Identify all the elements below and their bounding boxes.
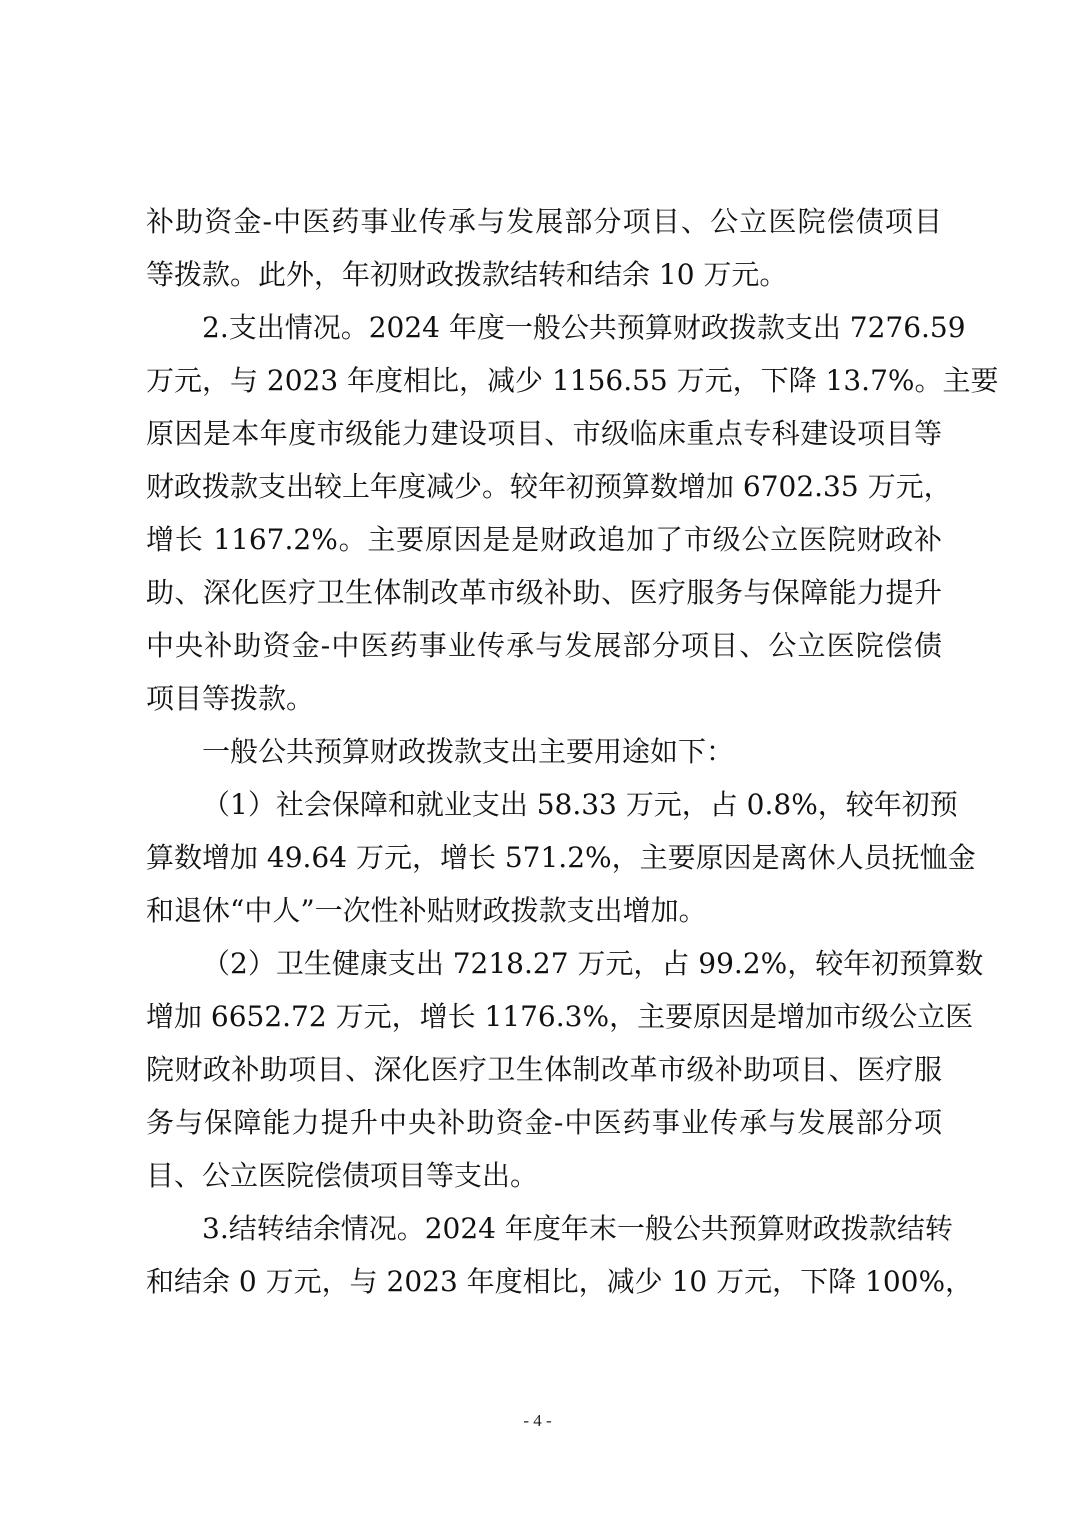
text-line: （2）卫生健康支出 7218.27 万元，占 99.2%，较年初预算数 [202,947,984,980]
text-line: 一般公共预算财政拨款支出主要用途如下： [202,735,735,768]
page-number: - 4 - [523,1411,552,1430]
text-line: 3.结转结余情况。2024 年度年末一般公共预算财政拨款结转 [202,1212,953,1245]
text-line: 和结余 0 万元，与 2023 年度相比，减少 10 万元，下降 100%， [146,1265,974,1298]
text-line: 2.支出情况。2024 年度一般公共预算财政拨款支出 7276.59 [202,311,966,344]
text-line: 等拨款。此外，年初财政拨款结转和结余 10 万元。 [146,258,788,291]
text-line: 增长 1167.2%。主要原因是是财政追加了市级公立医院财政补 [146,523,942,556]
text-line: 万元，与 2023 年度相比，减少 1156.55 万元，下降 13.7%。主要 [146,364,999,397]
text-line: 算数增加 49.64 万元，增长 571.2%，主要原因是离休人员抚恤金 [146,841,976,874]
body-text [146,195,999,1308]
text-line: 和退休“中人”一次性补贴财政拨款支出增加。 [146,894,707,927]
text-line: 中央补助资金-中医药事业传承与发展部分项目、公立医院偿债 [146,629,942,662]
text-line: 项目等拨款。 [146,682,315,715]
text-line: 务与保障能力提升中央补助资金-中医药事业传承与发展部分项 [146,1106,942,1139]
text-line: 院财政补助项目、深化医疗卫生体制改革市级补助项目、医疗服 [146,1053,942,1086]
text-line: 目、公立医院偿债项目等支出。 [146,1159,539,1192]
text-line: 补助资金-中医药事业传承与发展部分项目、公立医院偿债项目 [146,205,942,238]
text-line: 增加 6652.72 万元，增长 1176.3%，主要原因是增加市级公立医 [146,1000,974,1033]
text-line: （1）社会保障和就业支出 58.33 万元，占 0.8%，较年初预 [202,788,958,821]
text-line: 财政拨款支出较上年度减少。较年初预算数增加 6702.35 万元， [146,470,952,503]
text-line: 助、深化医疗卫生体制改革市级补助、医疗服务与保障能力提升 [146,576,942,609]
text-line: 原因是本年度市级能力建设项目、市级临床重点专科建设项目等 [146,417,942,450]
